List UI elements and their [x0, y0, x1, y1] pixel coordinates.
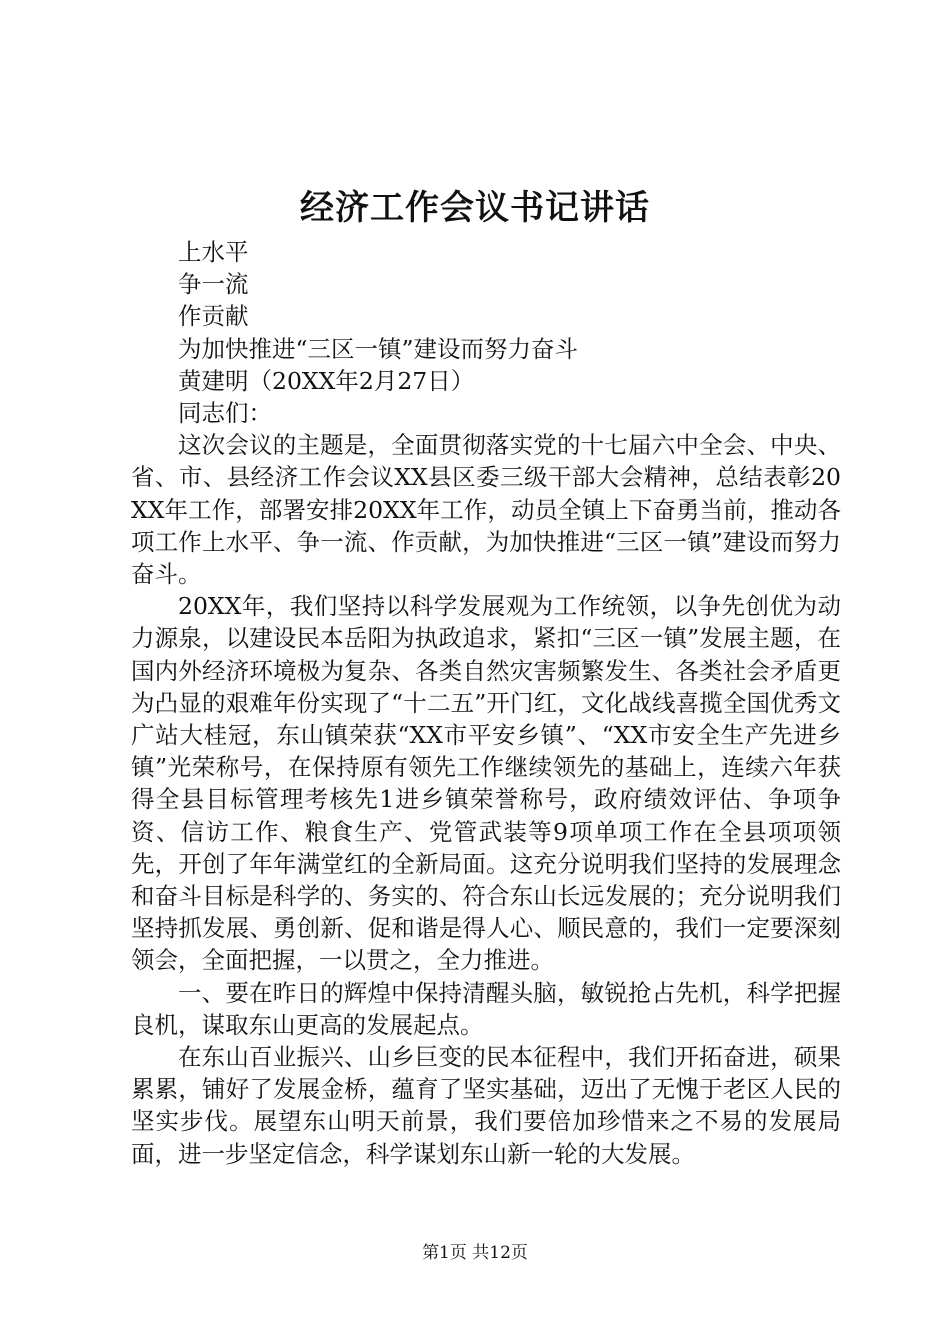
page-footer: 第1页 共12页 — [422, 1243, 528, 1263]
section-heading-paragraph: 一、要在昨日的辉煌中保持清醒头脑，敏锐抢占先机，科学把握良机，谋取东山更高的发展起点。 — [131, 978, 841, 1039]
body-paragraph: 这次会议的主题是，全面贯彻落实党的十七届六中全会、中央、省、市、县经济工作会议XX县区委三级干部大会精神，总结表彰20XX年工作，部署安排20XX年工作，动员全镇上下奋勇当前，推动各项工作上水平、争一流、作贡献，为加快推进“三区一镇”建设而努力奋斗。 — [131, 431, 841, 589]
document-body — [131, 236, 841, 1170]
body-paragraph: 在东山百业振兴、山乡巨变的民本征程中，我们开拓奋进，硕果累累，铺好了发展金桥，蕴育了坚实基础，迈出了无愧于老区人民的坚实步伐。展望东山明天前景，我们要倍加珍惜来之不易的发展局面，进一步坚定信念，科学谋划东山新一轮的大发展。 — [131, 1043, 841, 1168]
heading-line: 作贡献 — [178, 302, 249, 331]
heading-line: 为加快推进“三区一镇”建设而努力奋斗 — [178, 334, 579, 363]
salutation: 同志们： — [178, 399, 272, 428]
author-date-line: 黄建明（20XX年2月27日） — [178, 366, 475, 395]
heading-line: 争一流 — [178, 270, 249, 299]
body-paragraph: 20XX年，我们坚持以科学发展观为工作统领，以争先创优为动力源泉，以建设民本岳阳为执政追求，紧扣“三区一镇”发展主题，在国内外经济环境极为复杂、各类自然灾害频繁发生、各类社会矛盾更为凸显的艰难年份实现了“十二五”开门红，文化战线喜揽全国优秀文广站大桂冠，东山镇荣获“XX市平安乡镇”、“XX市安全生产先进乡镇”光荣称号，在保持原有领先工作继续领先的基础上，连续六年获得全县目标管理考核先1进乡镇荣誉称号，政府绩效评估、争项争资、信访工作、粮食生产、党管武装等9项单项工作在全县项项领先，开创了年年满堂红的全新局面。这充分说明我们坚持的发展理念和奋斗目标是科学的、务实的、符合东山长远发展的；充分说明我们坚持抓发展、勇创新、促和谐是得人心、顺民意的，我们一定要深刻领会，全面把握，一以贯之，全力推进。 — [131, 592, 841, 975]
document-title: 经济工作会议书记讲话 — [300, 188, 650, 228]
heading-line: 上水平 — [178, 238, 249, 266]
